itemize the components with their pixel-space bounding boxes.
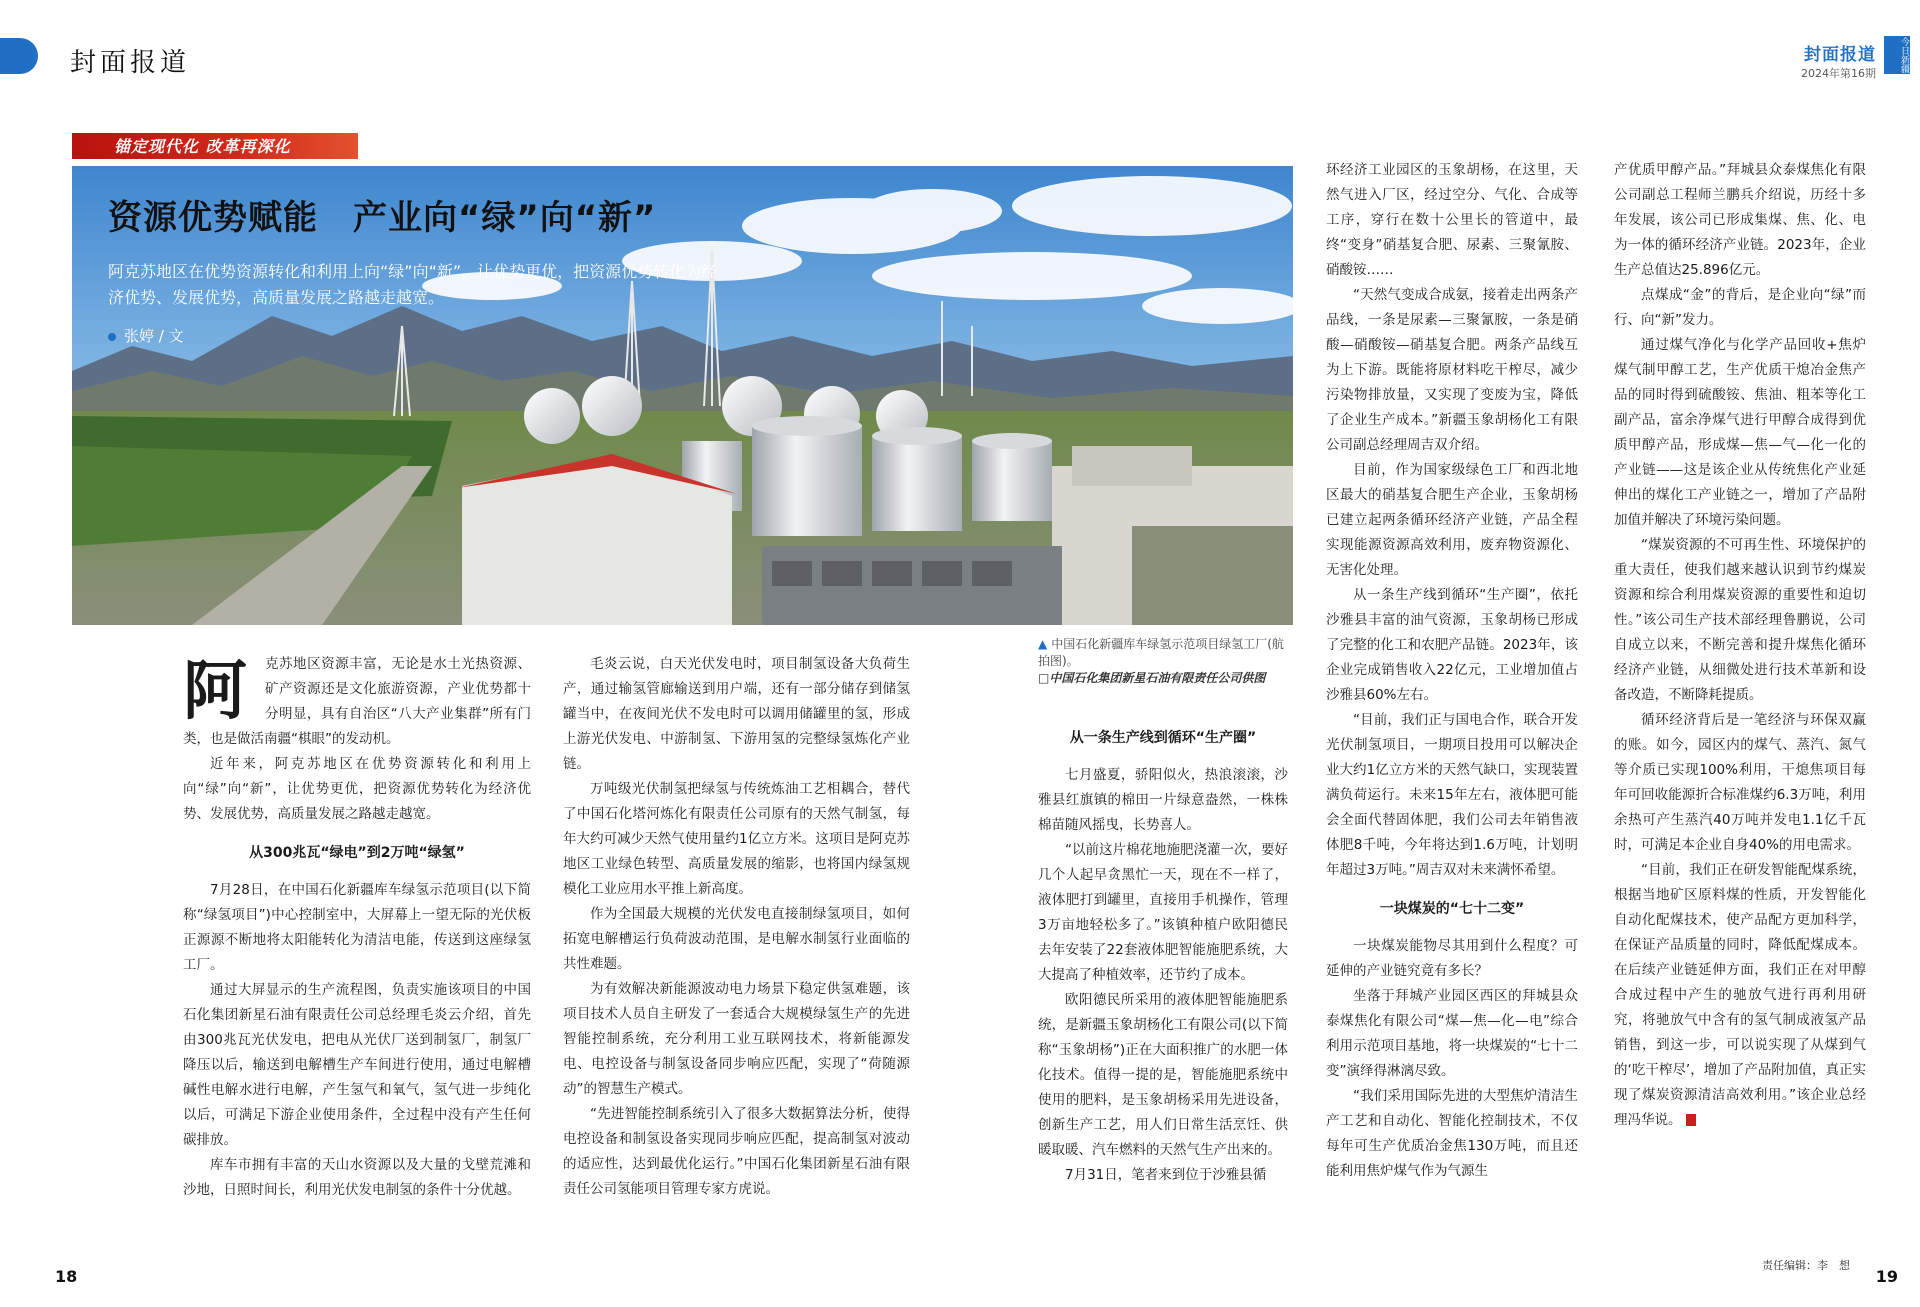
paragraph <box>1614 858 1866 1133</box>
caption-text: 中国石化新疆库车绿氢示范项目绿氢工厂(航拍图)。 <box>1038 637 1284 668</box>
author-name: 张婷 / 文 <box>124 327 184 345</box>
paragraph: 库车市拥有丰富的天山水资源以及大量的戈壁荒滩和沙地，日照时间长，利用光伏发电制氢的条件十分优越。 <box>183 1157 531 1198</box>
paragraph: 作为全国最大规模的光伏发电直接制绿氢项目，如何拓宽电解槽运行负荷波动范围，是电解水制氢行业面临的共性难题。 <box>563 906 910 972</box>
paragraph: 通过大屏显示的生产流程图，负责实施该项目的中国石化集团新星石油有限责任公司总经理毛炎云介绍，首先由300兆瓦光伏发电，把电从光伏厂送到制氢厂，制氢厂降压以后，输送到电解槽生产车间进行使用，通过电解槽碱性电解水进行电解，产生氢气和氧气，氢气进一步纯化以后，可满足下游企业使用条件，全过程中没有产生任何碳排放。 <box>183 982 531 1148</box>
end-mark-icon <box>1686 1114 1696 1126</box>
paragraph: 7月28日，在中国石化新疆库车绿氢示范项目(以下简称“绿氢项目”)中心控制室中，大屏幕上一望无际的光伏板正源源不断地将太阳能转化为清洁电能，传送到这座绿氢工厂。 <box>183 882 531 973</box>
editor-credit: 责任编辑：李 想 <box>1762 1259 1850 1272</box>
paragraph: “先进智能控制系统引入了很多大数据算法分析，使得电控设备和制氢设备实现同步响应匹配，提高制氢对波动的适应性，达到最优化运行。”中国石化集团新星石油有限责任公司氢能项目管理专家方虎说。 <box>563 1106 910 1197</box>
article-lead: 阿克苏地区在优势资源转化和利用上向“绿”向“新”，让优势更优，把资源优势转化为经济优势、发展优势，高质量发展之路越走越宽。 <box>108 262 718 307</box>
column-5 <box>1614 158 1866 1133</box>
subheading: 从300兆瓦“绿电”到2万吨“绿氢” <box>249 845 465 861</box>
subheading: 一块煤炭的“七十二变” <box>1379 901 1525 917</box>
section-title-right: 封面报道 <box>1804 45 1876 65</box>
paragraph: 万吨级光伏制氢把绿氢与传统炼油工艺相耦合，替代了中国石化塔河炼化有限责任公司原有的天然气制氢，每年大约可减少天然气使用量约1亿立方米。这项目是阿克苏地区工业绿色转型、高质量发展的缩影，也将国内绿氢规模化工业应用水平推上新高度。 <box>563 781 910 897</box>
paragraph: 产优质甲醇产品。”拜城县众泰煤焦化有限公司副总工程师兰鹏兵介绍说，历经十多年发展，该公司已形成集煤、焦、化、电为一体的循环经济产业链。2023年，企业生产总值达25.896亿元。 <box>1614 162 1866 278</box>
paragraph: 七月盛夏，骄阳似火，热浪滚滚，沙雅县红旗镇的棉田一片绿意盎然，一株株棉苗随风摇曳，长势喜人。 <box>1038 767 1288 833</box>
paragraph: 从一条生产线到循环“生产圈”，依托沙雅县丰富的油气资源，玉象胡杨已形成了完整的化工和农肥产品链。2023年，该企业完成销售收入22亿元，工业增加值占沙雅县60%左右。 <box>1326 587 1578 703</box>
column-1 <box>183 652 531 1203</box>
drop-cap: 阿 <box>183 654 247 729</box>
paragraph: 克苏地区资源丰富，无论是水土光热资源、矿产资源还是文化旅游资源，产业优势都十分明显，具有自治区“八大产业集群”所有门类，也是做活南疆“棋眼”的发动机。 <box>183 656 531 747</box>
magazine-logo: 今日新疆 <box>1884 36 1910 74</box>
article-byline <box>108 325 184 346</box>
paragraph: “天然气变成合成氨，接着走出两条产品线，一条是尿素—三聚氰胺，一条是硝酸—硝酸铵—硝基复合肥。两条产品线互为上下游。既能将原材料吃干榨尽，减少污染物排放量，又实现了变废为宝，降低了企业生产成本。”新疆玉象胡杨化工有限公司副总经理周吉双介绍。 <box>1326 287 1578 453</box>
header-right <box>1801 40 1876 81</box>
column-4 <box>1326 158 1578 1184</box>
paragraph: 环经济工业园区的玉象胡杨，在这里，天然气进入厂区，经过空分、气化、合成等工序，穿行在数十公里长的管道中，最终“变身”硝基复合肥、尿素、三聚氰胺、硝酸铵…… <box>1326 162 1578 278</box>
topic-banner-text: 锚定现代化 改革再深化 <box>114 137 291 156</box>
paragraph: “我们采用国际先进的大型焦炉清洁生产工艺和自动化、智能化控制技术，不仅每年可生产优质冶金焦130万吨，而且还能利用焦炉煤气作为气源生 <box>1326 1088 1578 1179</box>
page-number-right: 19 <box>1875 1267 1898 1286</box>
column-2 <box>563 652 910 1202</box>
header-tab-mark <box>0 38 38 74</box>
section-title-left: 封面报道 <box>70 48 191 78</box>
paragraph: 点煤成“金”的背后，是企业向“绿”而行、向“新”发力。 <box>1614 287 1866 328</box>
paragraph: “目前，我们正与国电合作，联合开发光伏制氢项目，一期项目投用可以解决企业大约1亿立方米的天然气缺口，实现装置满负荷运行。未来15年左右，液体肥可能会全面代替固体肥，我们公司去年销售液体肥8千吨，今年将达到1.6万吨，计划明年超过3万吨。”周吉双对未来满怀希望。 <box>1326 712 1578 878</box>
column-3 <box>1038 712 1288 1188</box>
paragraph: 坐落于拜城产业园区西区的拜城县众泰煤焦化有限公司“煤—焦—化—电”综合利用示范项目基地，将一块煤炭的“七十二变”演绎得淋漓尽致。 <box>1326 988 1578 1079</box>
paragraph: 通过煤气净化与化学产品回收+焦炉煤气制甲醇工艺，生产优质干熄冶金焦产品的同时得到硫酸铵、焦油、粗苯等化工副产品，富余净煤气进行甲醇合成得到优质甲醇产品，形成煤—焦—气—化一化的产业链——这是该企业从传统焦化产业延伸出的煤化工产业链之一，增加了产品附加值并解决了环境污染问题。 <box>1614 337 1866 528</box>
issue-number: 2024年第16期 <box>1801 67 1876 80</box>
paragraph: 目前，作为国家级绿色工厂和西北地区最大的硝基复合肥生产企业，玉象胡杨已建立起两条循环经济产业链，产品全程实现能源资源高效利用，废弃物资源化、无害化处理。 <box>1326 462 1578 578</box>
caption-credit: □中国石化集团新星石油有限责任公司供图 <box>1038 671 1266 685</box>
article-title: 资源优势赋能 产业向“绿”向“新” <box>108 198 657 238</box>
paragraph: 循环经济背后是一笔经济与环保双赢的账。如今，园区内的煤气、蒸汽、氮气等介质已实现100%利用，干熄焦项目每年可回收能源折合标准煤约6.3万吨，利用余热可产生蒸汽40万吨并发电1.1亿千瓦时，可满足本企业自身40%的用电需求。 <box>1614 712 1866 853</box>
paragraph: “以前这片棉花地施肥浇灌一次，要好几个人起早贪黑忙一天，现在不一样了，液体肥打到罐里，直接用手机操作，管理3万亩地轻松多了。”该镇种植户欧阳德民去年安装了22套液体肥智能施肥系统，大大提高了种植效率，还节约了成本。 <box>1038 842 1288 983</box>
subheading: 从一条生产线到循环“生产圈” <box>1069 730 1257 746</box>
paragraph: 近年来，阿克苏地区在优势资源转化和利用上向“绿”向“新”，让优势更优，把资源优势转化为经济优势、发展优势，高质量发展之路越走越宽。 <box>183 756 531 822</box>
paragraph: 7月31日，笔者来到位于沙雅县循 <box>1065 1167 1267 1183</box>
photo-caption <box>1038 636 1288 687</box>
caption-triangle-icon: ▲ <box>1038 637 1048 651</box>
paragraph: 欧阳德民所采用的液体肥智能施肥系统，是新疆玉象胡杨化工有限公司(以下简称“玉象胡杨”)正在大面积推广的水肥一体化技术。值得一提的是，智能施肥系统中使用的肥料，是玉象胡杨采用先进设备，创新生产工艺，用人们日常生活烹饪、供暖取暖、汽车燃料的天然气生产出来的。 <box>1038 992 1288 1158</box>
byline-dot-icon <box>108 333 116 341</box>
paragraph: “煤炭资源的不可再生性、环境保护的重大责任，使我们越来越认识到节约煤炭资源和综合利用煤炭资源的重要性和迫切性。”该公司生产技术部经理鲁鹏说，公司自成立以来，不断完善和提升煤焦化循环经济产业链，从细微处进行技术革新和设备改造，不断降耗提质。 <box>1614 537 1866 703</box>
paragraph: 一块煤炭能物尽其用到什么程度？可延伸的产业链究竟有多长？ <box>1326 938 1578 979</box>
page-number-left: 18 <box>55 1267 78 1286</box>
paragraph-text: “目前，我们正在研发智能配煤系统，根据当地矿区原料煤的性质，开发智能化自动化配煤技术，使产品配方更加科学，在保证产品质量的同时，降低配煤成本。在后续产业链延伸方面，我们正在对甲醇合成过程中产生的驰放气进行再利用研究，将驰放气中含有的氢气制成液氢产品销售，到这一步，可以说实现了从煤到气的‘吃干榨尽’，增加了产品附加值，真正实现了煤炭资源清洁高效利用。”该企业总经理冯华说。 <box>1614 862 1866 1128</box>
paragraph: 毛炎云说，白天光伏发电时，项目制氢设备大负荷生产，通过输氢管廊输送到用户端，还有一部分储存到储氢罐当中，在夜间光伏不发电时可以调用储罐里的氢，形成上游光伏发电、中游制氢、下游用氢的完整绿氢炼化产业链。 <box>563 656 910 772</box>
paragraph: 为有效解决新能源波动电力场景下稳定供氢难题，该项目技术人员自主研发了一套适合大规模绿氢生产的先进智能控制系统，充分利用工业互联网技术，将新能源发电、电控设备与制氢设备同步响应匹配，实现了“荷随源动”的智慧生产模式。 <box>563 981 910 1097</box>
